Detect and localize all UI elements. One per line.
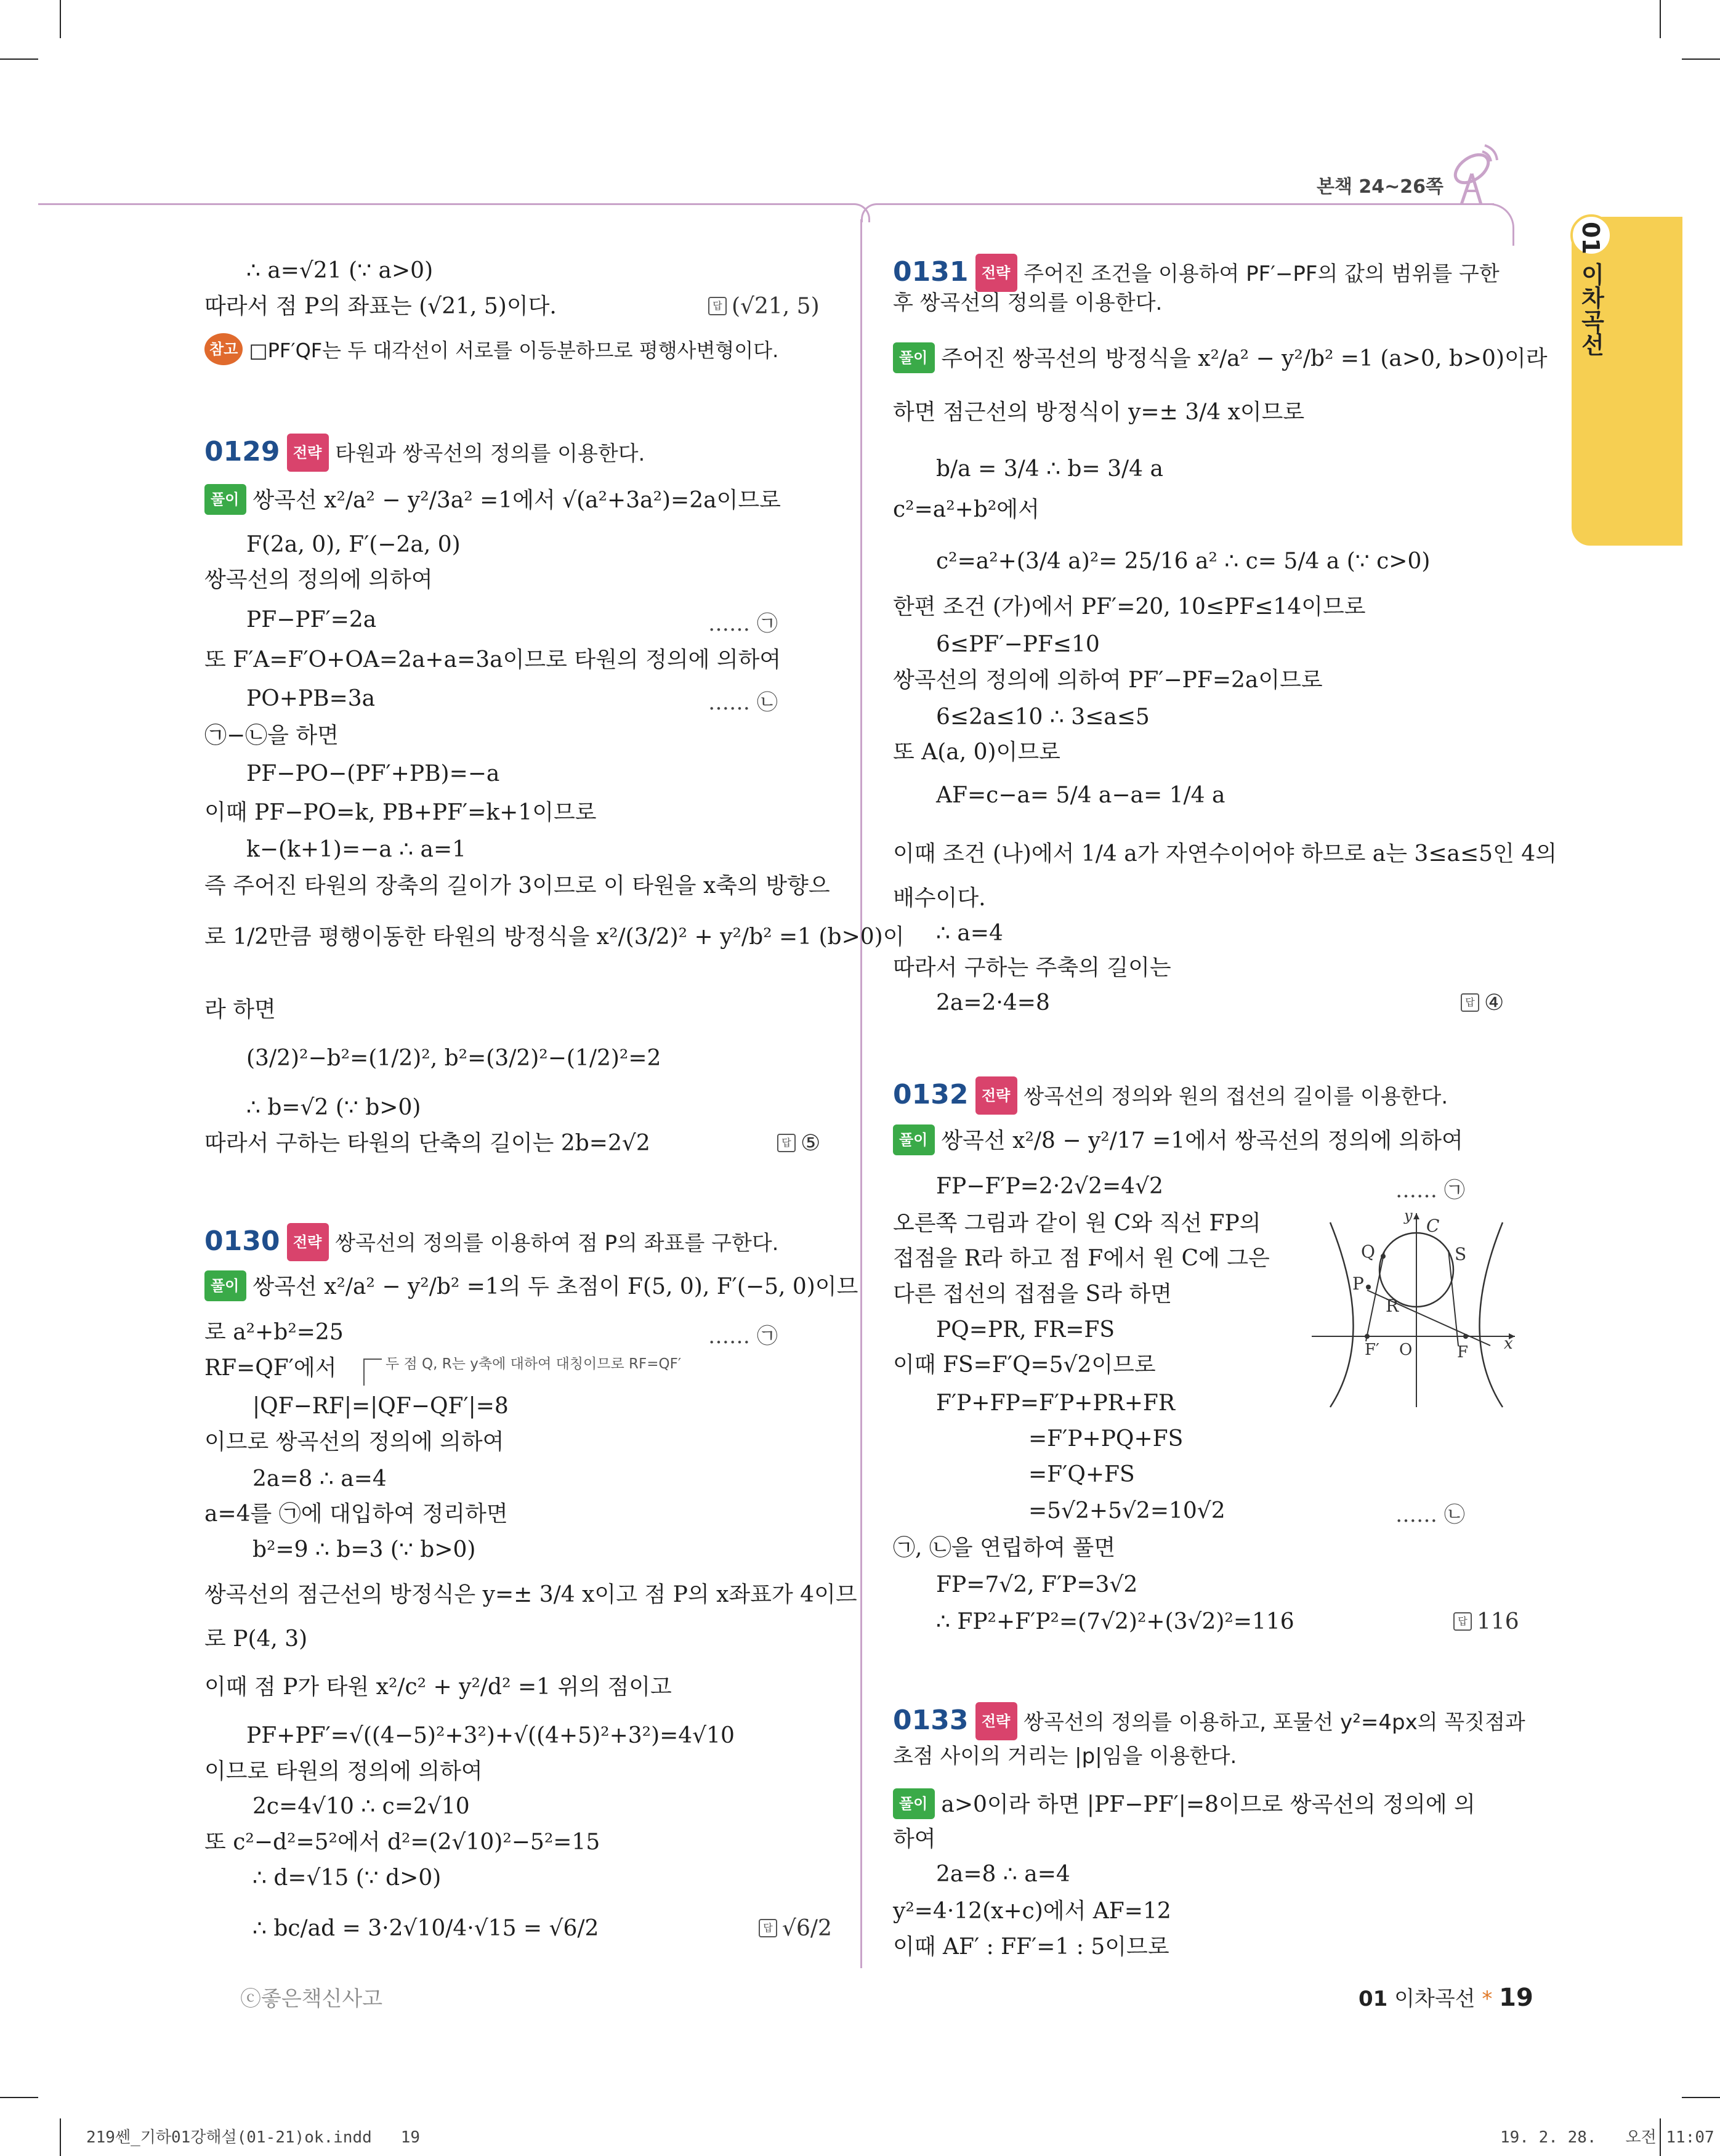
solution-text: a>0이라 하면 |PF−PF′|=8이므로 쌍곡선의 정의에 의 — [941, 1792, 1476, 1817]
solution-badge: 풀이 — [893, 342, 935, 373]
text-line: PO+PB=3a — [246, 686, 376, 711]
text-line: FP=7√2, F′P=3√2 — [936, 1572, 1138, 1597]
text-line: 또 A(a, 0)이므로 — [893, 740, 1060, 765]
footer-chapter: 이차곡선 — [1394, 1987, 1476, 2011]
circled-label: ㉠ — [756, 612, 778, 636]
point-f — [1463, 1334, 1468, 1339]
text-line: 따라서 점 P의 좌표는 (√21, 5)이다. — [204, 294, 557, 319]
text-line: 로 1/2만큼 평행이동한 타원의 방정식을 x²/(3/2)² + y²/b² =1 (b>0)이 — [204, 924, 905, 950]
print-date: 19. 2. 28. 오전 11:07 — [1500, 2128, 1714, 2147]
chapter-tab-label: 01 이차곡선 — [1577, 222, 1604, 357]
text-line: 2a=8 ∴ a=4 — [252, 1466, 387, 1492]
answer-0129 — [777, 1130, 820, 1157]
text-line: 2a=2·4=8 — [936, 990, 1050, 1015]
fig-label: S — [1455, 1244, 1467, 1264]
text-line: PF−PO−(PF′+PB)=−a — [246, 761, 500, 786]
hyperbola-figure — [1306, 1207, 1521, 1410]
crop-mark — [1682, 59, 1720, 60]
text-line: 이때 조건 (나)에서 1/4 a가 자연수이어야 하므로 a는 3≤a≤5인 4의 — [893, 841, 1557, 866]
problem-header-0130 — [204, 1224, 779, 1264]
solution-badge: 풀이 — [204, 484, 246, 515]
problem-number: 0130 — [204, 1225, 280, 1257]
side-note-bracket — [363, 1359, 382, 1386]
solution-badge: 풀이 — [893, 1124, 935, 1155]
strategy-badge: 전략 — [975, 1702, 1017, 1740]
text-line: ㉠−㉡을 하면 — [204, 723, 339, 748]
text-line: c²=a²+b²에서 — [893, 497, 1040, 522]
hyperbola-right-branch — [1480, 1222, 1503, 1407]
text-line: 이때 점 P가 타원 x²/c² + y²/d² =1 위의 점이고 — [204, 1674, 672, 1700]
dots: …… — [1395, 1503, 1437, 1527]
solution-text: 주어진 쌍곡선의 방정식을 x²/a² − y²/b² =1 (a>0, b>0)이라 — [941, 346, 1548, 371]
solution-line — [893, 345, 1548, 376]
text-line: 로 P(4, 3) — [204, 1626, 308, 1652]
text-line: (3/2)²−b²=(1/2)², b²=(3/2)²−(1/2)²=2 — [246, 1046, 661, 1071]
crop-mark — [1660, 0, 1661, 38]
header-rule — [1478, 203, 1514, 246]
answer-value: 116 — [1477, 1609, 1519, 1634]
text-line: 쌍곡선의 정의에 의하여 — [204, 567, 433, 592]
text-line: RF=QF′에서 — [204, 1355, 337, 1381]
text-line: 또 c²−d²=5²에서 d²=(2√10)²−5²=15 — [204, 1830, 600, 1855]
point-p — [1366, 1285, 1371, 1290]
eq-ref-2 — [708, 685, 778, 716]
text-line: 쌍곡선의 점근선의 방정식은 y=± 3/4 x이고 점 P의 x좌표가 4이므 — [204, 1582, 857, 1607]
text-line: 따라서 구하는 타원의 단축의 길이는 2b=2√2 — [204, 1131, 650, 1156]
text-line: 하면 점근선의 방정식이 y=± 3/4 x이므로 — [893, 400, 1305, 425]
answer-mark: 답 — [777, 1134, 796, 1152]
answer-mark: 답 — [1453, 1612, 1472, 1631]
header-rule — [878, 203, 1494, 205]
problem-header-0132 — [893, 1078, 1448, 1117]
text-line: 후 쌍곡선의 정의를 이용한다. — [893, 291, 1163, 315]
eq-ref-1 — [708, 607, 778, 637]
text-line: 배수이다. — [893, 886, 986, 911]
answer-0131 — [1461, 990, 1504, 1017]
problem-number: 0131 — [893, 256, 969, 288]
text-line: 이때 FS=F′Q=5√2이므로 — [893, 1352, 1156, 1378]
answer-0132 — [1453, 1609, 1519, 1636]
solution-line — [893, 1127, 1463, 1158]
column-divider — [860, 219, 862, 1968]
text-line: FP−F′P=2·2√2=4√2 — [936, 1174, 1163, 1199]
file-info: 219쎈_기하01강해설(01-21)ok.indd 19 — [86, 2128, 421, 2147]
fig-label: Q — [1361, 1242, 1375, 1262]
solution-line — [204, 487, 781, 517]
answer-mark: 답 — [708, 297, 727, 315]
text-line: 라 하면 — [204, 997, 276, 1022]
text-line: PQ=PR, FR=FS — [936, 1317, 1115, 1342]
text-line: 이때 PF−PO=k, PB+PF′=k+1이므로 — [204, 800, 597, 825]
text-line: 하여 — [893, 1827, 936, 1852]
text-line: 다른 접선의 접점을 S라 하면 — [893, 1282, 1172, 1307]
solution-line — [204, 1273, 858, 1304]
circled-label: ㉡ — [756, 690, 778, 715]
text-line: 따라서 구하는 주축의 길이는 — [893, 955, 1171, 980]
crop-mark — [60, 2118, 61, 2156]
text-line: 6≤2a≤10 ∴ 3≤a≤5 — [936, 705, 1150, 730]
fig-label: F′ — [1365, 1341, 1379, 1359]
header-rule — [38, 203, 851, 205]
circled-label: ㉡ — [1443, 1503, 1465, 1527]
strategy-badge: 전략 — [975, 1076, 1017, 1115]
fig-label: P — [1352, 1274, 1364, 1294]
text-line: AF=c−a= 5/4 a−a= 1/4 a — [936, 783, 1225, 808]
text-line: PF−PF′=2a — [246, 607, 377, 632]
note-line — [204, 336, 778, 368]
text-line: ∴ FP²+F′P²=(7√2)²+(3√2)²=116 — [936, 1609, 1294, 1634]
fig-label: x — [1504, 1334, 1513, 1353]
solution-text: 쌍곡선 x²/a² − y²/3a² =1에서 √(a²+3a²)=2a이므로 — [252, 488, 781, 513]
text-line: ㉠, ㉡을 연립하여 풀면 — [893, 1535, 1116, 1560]
text-line: 접점을 R라 하고 점 F에서 원 C에 그은 — [893, 1246, 1270, 1271]
hyperbola-left-branch — [1330, 1222, 1354, 1407]
y-arrow — [1413, 1213, 1419, 1219]
text-line: 이때 AF′ : FF′=1 : 5이므로 — [893, 1934, 1169, 1960]
solution-badge: 풀이 — [204, 1270, 246, 1301]
text-line: ∴ a=4 — [936, 921, 1003, 946]
dots: …… — [1395, 1178, 1437, 1203]
text-line: 오른쪽 그림과 같이 원 C와 직선 FP의 — [893, 1211, 1261, 1236]
note-text: □PF′QF는 두 대각선이 서로를 이등분하므로 평행사변형이다. — [249, 339, 779, 362]
text-line: 초점 사이의 거리는 |p|임을 이용한다. — [893, 1744, 1237, 1769]
dots: …… — [708, 612, 750, 636]
dots: …… — [708, 690, 750, 715]
text-line: y²=4·12(x+c)에서 AF=12 — [893, 1899, 1171, 1924]
answer-value: (√21, 5) — [732, 294, 820, 319]
crop-mark — [1682, 2097, 1720, 2098]
fig-label: C — [1426, 1216, 1440, 1236]
text-line: F(2a, 0), F′(−2a, 0) — [246, 532, 461, 557]
fig-label: R — [1386, 1296, 1399, 1316]
fig-label: F — [1457, 1343, 1469, 1362]
text-line: 또 F′A=F′O+OA=2a+a=3a이므로 타원의 정의에 의하여 — [204, 647, 781, 672]
problem-header-0133 — [893, 1703, 1525, 1743]
crop-mark — [0, 2097, 38, 2098]
answer-value: ⑤ — [801, 1131, 821, 1156]
page-number: 19 — [1499, 1984, 1533, 2012]
answer-0128 — [708, 293, 820, 320]
problem-header-0129 — [204, 435, 645, 474]
text-line: |QF−RF|=|QF−QF′|=8 — [252, 1394, 509, 1419]
footer-chapter-num: 01 — [1359, 1987, 1388, 2011]
side-note: 두 점 Q, R는 y축에 대하여 대칭이므로 RF=QF′ — [386, 1356, 682, 1372]
fig-label: O — [1399, 1341, 1413, 1359]
problem-number: 0132 — [893, 1079, 969, 1110]
note-badge: 참고 — [204, 333, 243, 365]
strategy-badge: 전략 — [287, 1223, 329, 1261]
text-line: 2c=4√10 ∴ c=2√10 — [252, 1794, 470, 1819]
text-line: b/a = 3/4 ∴ b= 3/4 a — [936, 456, 1163, 482]
point-q — [1381, 1254, 1386, 1259]
footer-star: * — [1482, 1987, 1493, 2011]
strategy-text: 쌍곡선의 정의를 이용하고, 포물선 y²=4px의 꼭짓점과 — [1024, 1710, 1525, 1735]
crop-mark — [60, 0, 61, 38]
text-line: 쌍곡선의 정의에 의하여 PF′−PF=2a이므로 — [893, 668, 1323, 693]
solution-text: 쌍곡선 x²/a² − y²/b² =1의 두 초점이 F(5, 0), F′(−5, 0)이므 — [252, 1274, 858, 1299]
crop-mark — [0, 59, 38, 60]
text-line: =F′P+PQ+FS — [1028, 1426, 1184, 1451]
text-line: 2a=8 ∴ a=4 — [936, 1862, 1070, 1887]
text-line: =F′Q+FS — [1028, 1462, 1135, 1487]
solution-line — [893, 1791, 1476, 1822]
answer-mark: 답 — [759, 1919, 777, 1937]
answer-value: √6/2 — [782, 1916, 832, 1941]
text-line: PF+PF′=√((4−5)²+3²)+√((4+5)²+3²)=4√10 — [246, 1723, 735, 1748]
text-line: F′P+FP=F′P+PR+FR — [936, 1391, 1176, 1416]
text-line: 이므로 타원의 정의에 의하여 — [204, 1759, 483, 1784]
answer-value: ④ — [1484, 990, 1504, 1015]
problem-number: 0129 — [204, 436, 280, 467]
eq-ref-1 — [708, 1319, 778, 1349]
text-line: a=4를 ㉠에 대입하여 정리하면 — [204, 1501, 508, 1527]
text-line: 이므로 쌍곡선의 정의에 의하여 — [204, 1429, 504, 1455]
problem-header-0131 — [893, 255, 1500, 294]
eq-ref-2 — [1395, 1498, 1465, 1528]
point-f-prime — [1365, 1334, 1370, 1339]
text-line: 6≤PF′−PF≤10 — [936, 632, 1100, 657]
page-footer — [1359, 1982, 1533, 2012]
solution-badge: 풀이 — [893, 1788, 935, 1819]
publisher: ⓒ좋은책신사고 — [240, 1987, 383, 2011]
text-line: ∴ d=√15 (∵ d>0) — [252, 1865, 442, 1891]
fig-label: y — [1404, 1207, 1413, 1224]
text-line: 로 a²+b²=25 — [204, 1320, 344, 1345]
strategy-badge: 전략 — [287, 434, 329, 472]
problem-number: 0133 — [893, 1705, 969, 1736]
text-line: ∴ a=√21 (∵ a>0) — [246, 258, 434, 283]
strategy-text: 주어진 조건을 이용하여 PF′−PF의 값의 범위를 구한 — [1024, 262, 1500, 286]
strategy-text: 쌍곡선의 정의를 이용하여 점 P의 좌표를 구한다. — [335, 1231, 779, 1256]
text-line: k−(k+1)=−a ∴ a=1 — [246, 837, 467, 862]
text-line: ∴ bc/ad = 3·2√10/4·√15 = √6/2 — [252, 1916, 599, 1941]
strategy-badge: 전략 — [975, 254, 1017, 292]
answer-0130 — [759, 1915, 832, 1942]
strategy-text: 타원과 쌍곡선의 정의를 이용한다. — [335, 442, 645, 466]
strategy-text: 쌍곡선의 정의와 원의 접선의 길이를 이용한다. — [1024, 1084, 1448, 1109]
circled-label: ㉠ — [1443, 1178, 1465, 1203]
dots: …… — [708, 1324, 750, 1349]
text-line: c²=a²+(3/4 a)²= 25/16 a² ∴ c= 5/4 a (∵ c>0) — [936, 549, 1431, 574]
text-line: ∴ b=√2 (∵ b>0) — [246, 1095, 421, 1120]
text-line: b²=9 ∴ b=3 (∵ b>0) — [252, 1537, 476, 1562]
eq-ref-1 — [1395, 1173, 1465, 1203]
solution-text: 쌍곡선 x²/8 − y²/17 =1에서 쌍곡선의 정의에 의하여 — [941, 1128, 1463, 1153]
circled-label: ㉠ — [756, 1324, 778, 1349]
answer-mark: 답 — [1461, 993, 1479, 1012]
text-line: 즉 주어진 타원의 장축의 길이가 3이므로 이 타원을 x축의 방향으 — [204, 873, 830, 898]
text-line: =5√2+5√2=10√2 — [1028, 1498, 1225, 1524]
text-line: 한편 조건 (가)에서 PF′=20, 10≤PF≤14이므로 — [893, 594, 1366, 620]
page-ref: 본책 24~26쪽 — [1317, 176, 1444, 198]
satellite-icon — [1444, 143, 1500, 211]
